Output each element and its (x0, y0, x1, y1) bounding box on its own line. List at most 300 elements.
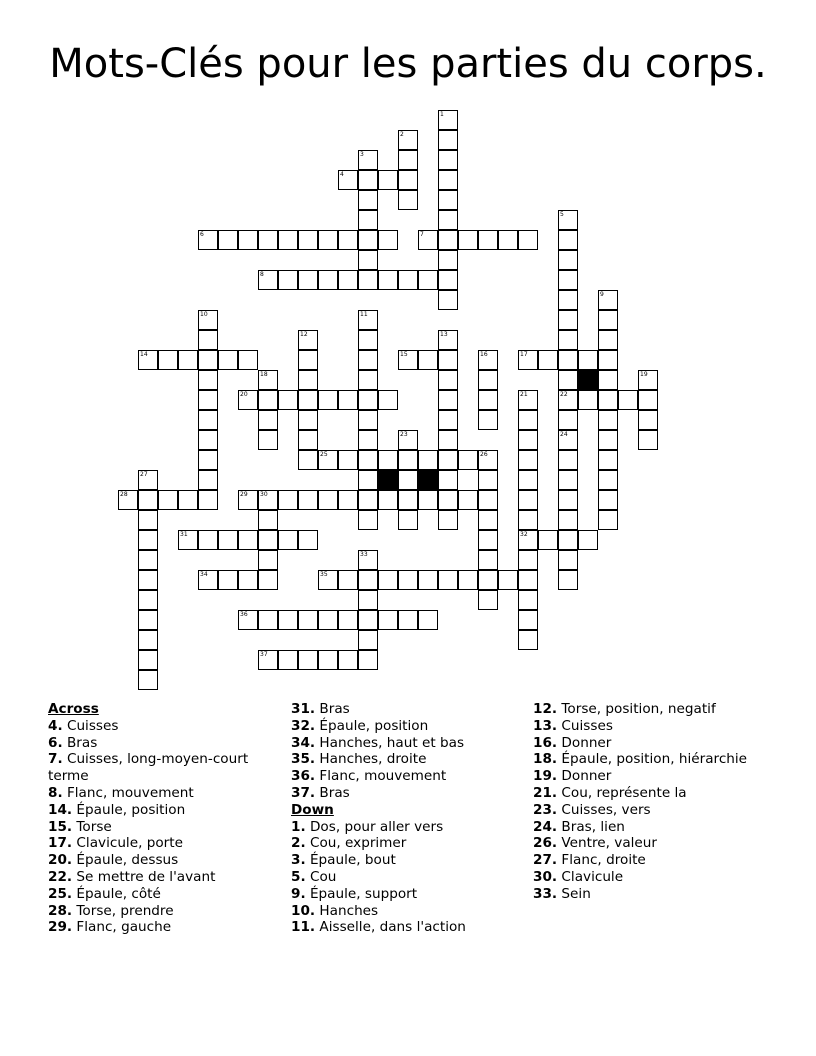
crossword-cell[interactable] (538, 350, 558, 370)
crossword-cell[interactable] (338, 610, 358, 630)
crossword-cell[interactable] (138, 490, 158, 510)
clue-number: 20. (48, 852, 73, 869)
crossword-cell[interactable] (138, 590, 158, 610)
crossword-cell[interactable] (438, 290, 458, 310)
clue-number: 32. (291, 717, 316, 734)
crossword-cell[interactable] (398, 190, 418, 210)
crossword-cell[interactable] (598, 450, 618, 470)
crossword-cell[interactable] (338, 270, 358, 290)
crossword-cell[interactable] (638, 390, 658, 410)
crossword-cell[interactable] (238, 490, 258, 510)
clue-number: 15. (48, 818, 73, 835)
crossword-cell[interactable] (478, 490, 498, 510)
crossword-cell[interactable] (358, 590, 378, 610)
clue-number: 14. (48, 801, 73, 818)
clue-text: Cuisses (66, 717, 119, 734)
clue-text: Cou, exprimer (309, 835, 407, 852)
crossword-cell[interactable] (558, 370, 578, 390)
crossword-cell[interactable] (138, 350, 158, 370)
crossword-cell[interactable] (318, 390, 338, 410)
crossword-cell[interactable] (358, 570, 378, 590)
crossword-cell[interactable] (558, 230, 578, 250)
crossword-cell[interactable] (278, 230, 298, 250)
crossword-cell[interactable] (298, 330, 318, 350)
crossword-cell[interactable] (258, 230, 278, 250)
crossword-cell[interactable] (458, 230, 478, 250)
cell-number: 2 (400, 131, 404, 138)
crossword-cell[interactable] (398, 130, 418, 150)
crossword-cell[interactable] (518, 490, 538, 510)
crossword-cell[interactable] (478, 410, 498, 430)
across-heading: Across (48, 701, 99, 717)
crossword-cell[interactable] (338, 390, 358, 410)
crossword-cell[interactable] (138, 610, 158, 630)
crossword-cell[interactable] (518, 230, 538, 250)
down-clue (533, 869, 773, 886)
crossword-cell[interactable] (338, 570, 358, 590)
crossword-cell[interactable] (438, 270, 458, 290)
crossword-cell[interactable] (138, 670, 158, 690)
clue-number: 10. (291, 902, 316, 919)
crossword-cell[interactable] (278, 490, 298, 510)
crossword-cell[interactable] (358, 510, 378, 530)
crossword-cell[interactable] (258, 510, 278, 530)
crossword-cell[interactable] (598, 330, 618, 350)
across-clue (48, 835, 273, 852)
crossword-cell[interactable] (298, 530, 318, 550)
crossword-cell[interactable] (318, 270, 338, 290)
crossword-cell[interactable] (618, 390, 638, 410)
crossword-cell[interactable] (158, 350, 178, 370)
crossword-cell[interactable] (398, 570, 418, 590)
crossword-block (578, 370, 598, 390)
clue-number: 13. (533, 717, 558, 734)
crossword-cell[interactable] (558, 450, 578, 470)
crossword-cell[interactable] (138, 630, 158, 650)
crossword-cell[interactable] (578, 530, 598, 550)
crossword-cell[interactable] (218, 530, 238, 550)
crossword-cell[interactable] (578, 390, 598, 410)
crossword-cell[interactable] (438, 330, 458, 350)
crossword-cell[interactable] (598, 310, 618, 330)
crossword-cell[interactable] (358, 350, 378, 370)
crossword-cell[interactable] (218, 230, 238, 250)
crossword-cell[interactable] (238, 530, 258, 550)
crossword-cell[interactable] (398, 430, 418, 450)
crossword-cell[interactable] (558, 550, 578, 570)
across-clue (48, 919, 273, 936)
crossword-cell[interactable] (518, 570, 538, 590)
crossword-cell[interactable] (358, 370, 378, 390)
crossword-cell[interactable] (258, 570, 278, 590)
clue-text: Épaule, bout (309, 852, 396, 869)
crossword-cell[interactable] (378, 270, 398, 290)
crossword-cell[interactable] (298, 650, 318, 670)
crossword-cell[interactable] (438, 350, 458, 370)
crossword-cell[interactable] (518, 390, 538, 410)
crossword-cell[interactable] (518, 410, 538, 430)
crossword-cell[interactable] (598, 470, 618, 490)
crossword-cell[interactable] (118, 490, 138, 510)
crossword-cell[interactable] (258, 270, 278, 290)
clue-number: 37. (291, 784, 316, 801)
crossword-cell[interactable] (418, 610, 438, 630)
crossword-cell[interactable] (418, 230, 438, 250)
crossword-cell[interactable] (438, 470, 458, 490)
crossword-cell[interactable] (358, 430, 378, 450)
crossword-cell[interactable] (478, 390, 498, 410)
crossword-cell[interactable] (418, 270, 438, 290)
crossword-cell[interactable] (378, 490, 398, 510)
clue-number: 8. (48, 784, 63, 801)
crossword-cell[interactable] (138, 530, 158, 550)
crossword-cell[interactable] (598, 370, 618, 390)
clue-text: Aisselle, dans l'action (319, 919, 466, 936)
crossword-cell[interactable] (438, 110, 458, 130)
crossword-cell[interactable] (558, 490, 578, 510)
crossword-cell[interactable] (598, 410, 618, 430)
crossword-cell[interactable] (358, 150, 378, 170)
clue-number: 35. (291, 751, 316, 768)
crossword-cell[interactable] (438, 430, 458, 450)
crossword-cell[interactable] (278, 610, 298, 630)
clue-number: 31. (291, 701, 316, 717)
cell-number: 5 (560, 211, 564, 218)
cell-number: 16 (480, 351, 488, 358)
crossword-cell[interactable] (218, 350, 238, 370)
crossword-cell[interactable] (518, 630, 538, 650)
crossword-cell[interactable] (578, 350, 598, 370)
crossword-cell[interactable] (318, 610, 338, 630)
crossword-cell[interactable] (558, 350, 578, 370)
crossword-cell[interactable] (558, 270, 578, 290)
crossword-cell[interactable] (378, 230, 398, 250)
crossword-cell[interactable] (398, 450, 418, 470)
crossword-cell[interactable] (418, 490, 438, 510)
crossword-cell[interactable] (238, 610, 258, 630)
clue-number: 21. (533, 784, 558, 801)
crossword-cell[interactable] (338, 490, 358, 510)
crossword-cell[interactable] (458, 570, 478, 590)
clue-text: Torse, prendre (76, 902, 174, 919)
crossword-cell[interactable] (558, 510, 578, 530)
crossword-cell[interactable] (478, 590, 498, 610)
crossword-cell[interactable] (258, 490, 278, 510)
crossword-cell[interactable] (378, 390, 398, 410)
clue-text: Cuisses (561, 717, 613, 734)
crossword-cell[interactable] (358, 270, 378, 290)
crossword-cell[interactable] (438, 230, 458, 250)
crossword-cell[interactable] (378, 570, 398, 590)
crossword-cell[interactable] (318, 650, 338, 670)
crossword-cell[interactable] (518, 430, 538, 450)
crossword-cell[interactable] (558, 250, 578, 270)
crossword-cell[interactable] (358, 610, 378, 630)
crossword-cell[interactable] (198, 230, 218, 250)
across-clue (48, 869, 273, 886)
across-clue (48, 852, 273, 869)
crossword-cell[interactable] (558, 310, 578, 330)
crossword-cell[interactable] (198, 330, 218, 350)
crossword-cell[interactable] (358, 470, 378, 490)
crossword-cell[interactable] (438, 450, 458, 470)
clue-text: Cuisses, vers (561, 801, 651, 818)
crossword-cell[interactable] (558, 530, 578, 550)
crossword-cell[interactable] (258, 390, 278, 410)
clue-text: Donner (561, 768, 612, 785)
crossword-cell[interactable] (298, 610, 318, 630)
crossword-cell[interactable] (438, 250, 458, 270)
crossword-cell[interactable] (518, 530, 538, 550)
crossword-cell[interactable] (238, 230, 258, 250)
crossword-cell[interactable] (198, 490, 218, 510)
crossword-cell[interactable] (598, 430, 618, 450)
crossword-cell[interactable] (518, 610, 538, 630)
crossword-cell[interactable] (298, 230, 318, 250)
crossword-cell[interactable] (558, 210, 578, 230)
crossword-cell[interactable] (398, 510, 418, 530)
across-clue (48, 718, 273, 735)
cell-number: 11 (360, 311, 368, 318)
crossword-cell[interactable] (298, 390, 318, 410)
clue-text: Cou, représente la (561, 784, 687, 801)
crossword-cell[interactable] (378, 450, 398, 470)
crossword-cell[interactable] (198, 390, 218, 410)
cell-number: 35 (320, 571, 328, 578)
crossword-cell[interactable] (518, 550, 538, 570)
crossword-cell[interactable] (178, 350, 198, 370)
crossword-cell[interactable] (558, 390, 578, 410)
crossword-cell[interactable] (178, 530, 198, 550)
crossword-cell[interactable] (598, 510, 618, 530)
crossword-cell[interactable] (198, 430, 218, 450)
crossword-cell[interactable] (438, 410, 458, 430)
crossword-cell[interactable] (478, 470, 498, 490)
clue-text: Ventre, valeur (561, 835, 657, 852)
crossword-cell[interactable] (138, 570, 158, 590)
crossword-cell[interactable] (598, 390, 618, 410)
crossword-cell[interactable] (438, 570, 458, 590)
crossword-cell[interactable] (358, 650, 378, 670)
down-clue (291, 869, 516, 886)
crossword-cell[interactable] (438, 490, 458, 510)
crossword-cell[interactable] (358, 390, 378, 410)
across-clue (48, 802, 273, 819)
crossword-cell[interactable] (318, 450, 338, 470)
crossword-cell[interactable] (338, 230, 358, 250)
crossword-cell[interactable] (638, 370, 658, 390)
across-clue (291, 785, 516, 802)
crossword-cell[interactable] (558, 290, 578, 310)
crossword-cell[interactable] (298, 270, 318, 290)
across-clue (291, 718, 516, 735)
crossword-cell[interactable] (538, 530, 558, 550)
crossword-cell[interactable] (478, 230, 498, 250)
crossword-cell[interactable] (258, 370, 278, 390)
crossword-cell[interactable] (638, 410, 658, 430)
clue-text: Hanches (319, 902, 379, 919)
crossword-cell[interactable] (478, 350, 498, 370)
crossword-cell[interactable] (358, 330, 378, 350)
down-clue (533, 852, 773, 869)
crossword-cell[interactable] (178, 490, 198, 510)
crossword-cell[interactable] (258, 530, 278, 550)
crossword-cell[interactable] (358, 210, 378, 230)
crossword-cell[interactable] (358, 170, 378, 190)
crossword-cell[interactable] (238, 350, 258, 370)
across-clue (48, 903, 273, 920)
crossword-cell[interactable] (298, 410, 318, 430)
crossword-cell[interactable] (398, 470, 418, 490)
crossword-cell[interactable] (398, 270, 418, 290)
clue-number: 12. (533, 701, 558, 717)
crossword-cell[interactable] (278, 650, 298, 670)
clue-number: 9. (291, 885, 306, 902)
crossword-cell[interactable] (478, 530, 498, 550)
cell-number: 37 (260, 651, 268, 658)
crossword-cell[interactable] (158, 490, 178, 510)
crossword-cell[interactable] (558, 410, 578, 430)
crossword-cell[interactable] (298, 450, 318, 470)
clue-text: Bras (319, 784, 350, 801)
crossword-cell[interactable] (278, 530, 298, 550)
clue-number: 27. (533, 852, 558, 869)
crossword-cell[interactable] (358, 630, 378, 650)
clue-number: 24. (533, 818, 558, 835)
crossword-cell[interactable] (438, 190, 458, 210)
crossword-cell[interactable] (298, 350, 318, 370)
crossword-cell[interactable] (258, 410, 278, 430)
crossword-cell[interactable] (438, 370, 458, 390)
crossword-cell[interactable] (558, 430, 578, 450)
crossword-cell[interactable] (518, 510, 538, 530)
crossword-cell[interactable] (198, 530, 218, 550)
across-clue (291, 768, 516, 785)
cell-number: 6 (200, 231, 204, 238)
crossword-cell[interactable] (138, 470, 158, 490)
crossword-cell[interactable] (198, 570, 218, 590)
crossword-cell[interactable] (438, 130, 458, 150)
crossword-cell[interactable] (338, 650, 358, 670)
down-heading: Down (291, 801, 334, 818)
crossword-cell[interactable] (358, 190, 378, 210)
crossword-cell[interactable] (198, 450, 218, 470)
down-clue (533, 886, 773, 903)
crossword-cell[interactable] (358, 250, 378, 270)
crossword-cell[interactable] (638, 430, 658, 450)
crossword-cell[interactable] (398, 170, 418, 190)
crossword-cell[interactable] (198, 370, 218, 390)
crossword-cell[interactable] (498, 570, 518, 590)
crossword-cell[interactable] (418, 570, 438, 590)
crossword-cell[interactable] (358, 550, 378, 570)
crossword-cell[interactable] (398, 150, 418, 170)
crossword-cell[interactable] (238, 570, 258, 590)
crossword-cell[interactable] (398, 610, 418, 630)
crossword-cell[interactable] (598, 490, 618, 510)
crossword-cell[interactable] (278, 270, 298, 290)
crossword-cell[interactable] (438, 510, 458, 530)
crossword-cell[interactable] (378, 170, 398, 190)
crossword-cell[interactable] (338, 170, 358, 190)
crossword-cell[interactable] (478, 550, 498, 570)
crossword-cell[interactable] (138, 510, 158, 530)
crossword-cell[interactable] (138, 550, 158, 570)
crossword-cell[interactable] (438, 210, 458, 230)
crossword-cell[interactable] (518, 350, 538, 370)
crossword-cell[interactable] (378, 610, 398, 630)
crossword-cell[interactable] (298, 370, 318, 390)
cell-number: 31 (180, 531, 188, 538)
crossword-cell[interactable] (258, 610, 278, 630)
crossword-cell[interactable] (418, 450, 438, 470)
crossword-cell[interactable] (318, 230, 338, 250)
clue-text: Donner (561, 734, 612, 751)
crossword-cell[interactable] (478, 510, 498, 530)
crossword-cell[interactable] (258, 650, 278, 670)
crossword-cell[interactable] (478, 570, 498, 590)
crossword-cell[interactable] (218, 570, 238, 590)
crossword-cell[interactable] (358, 490, 378, 510)
crossword-cell[interactable] (318, 570, 338, 590)
crossword-cell[interactable] (198, 410, 218, 430)
crossword-cell[interactable] (138, 650, 158, 670)
crossword-cell[interactable] (398, 350, 418, 370)
crossword-cell[interactable] (598, 350, 618, 370)
crossword-cell[interactable] (558, 470, 578, 490)
cell-number: 7 (420, 231, 424, 238)
clue-number: 36. (291, 768, 316, 785)
crossword-cell[interactable] (198, 310, 218, 330)
crossword-cell[interactable] (358, 450, 378, 470)
crossword-cell[interactable] (518, 470, 538, 490)
crossword-cell[interactable] (198, 470, 218, 490)
crossword-cell[interactable] (458, 490, 478, 510)
crossword-cell[interactable] (418, 350, 438, 370)
crossword-cell[interactable] (198, 350, 218, 370)
crossword-cell[interactable] (298, 430, 318, 450)
crossword-cell[interactable] (558, 330, 578, 350)
crossword-cell[interactable] (258, 550, 278, 570)
crossword-cell[interactable] (318, 490, 338, 510)
clue-text: Clavicule (561, 868, 624, 885)
clue-text: Épaule, dessus (76, 852, 179, 869)
crossword-cell[interactable] (298, 490, 318, 510)
crossword-cell[interactable] (358, 230, 378, 250)
crossword-cell[interactable] (458, 450, 478, 470)
crossword-cell[interactable] (358, 410, 378, 430)
crossword-cell[interactable] (558, 570, 578, 590)
crossword-cell[interactable] (478, 450, 498, 470)
cell-number: 4 (340, 171, 344, 178)
crossword-cell[interactable] (518, 590, 538, 610)
crossword-cell[interactable] (358, 310, 378, 330)
crossword-cell[interactable] (338, 450, 358, 470)
crossword-cell[interactable] (258, 430, 278, 450)
crossword-cell[interactable] (438, 150, 458, 170)
crossword-cell[interactable] (438, 170, 458, 190)
crossword-cell[interactable] (498, 230, 518, 250)
crossword-cell[interactable] (398, 490, 418, 510)
crossword-cell[interactable] (278, 390, 298, 410)
crossword-cell[interactable] (438, 390, 458, 410)
clue-number: 33. (533, 885, 558, 902)
crossword-cell[interactable] (238, 390, 258, 410)
crossword-cell[interactable] (478, 370, 498, 390)
crossword-cell[interactable] (598, 290, 618, 310)
clue-number: 2. (291, 835, 306, 852)
crossword-cell[interactable] (518, 450, 538, 470)
